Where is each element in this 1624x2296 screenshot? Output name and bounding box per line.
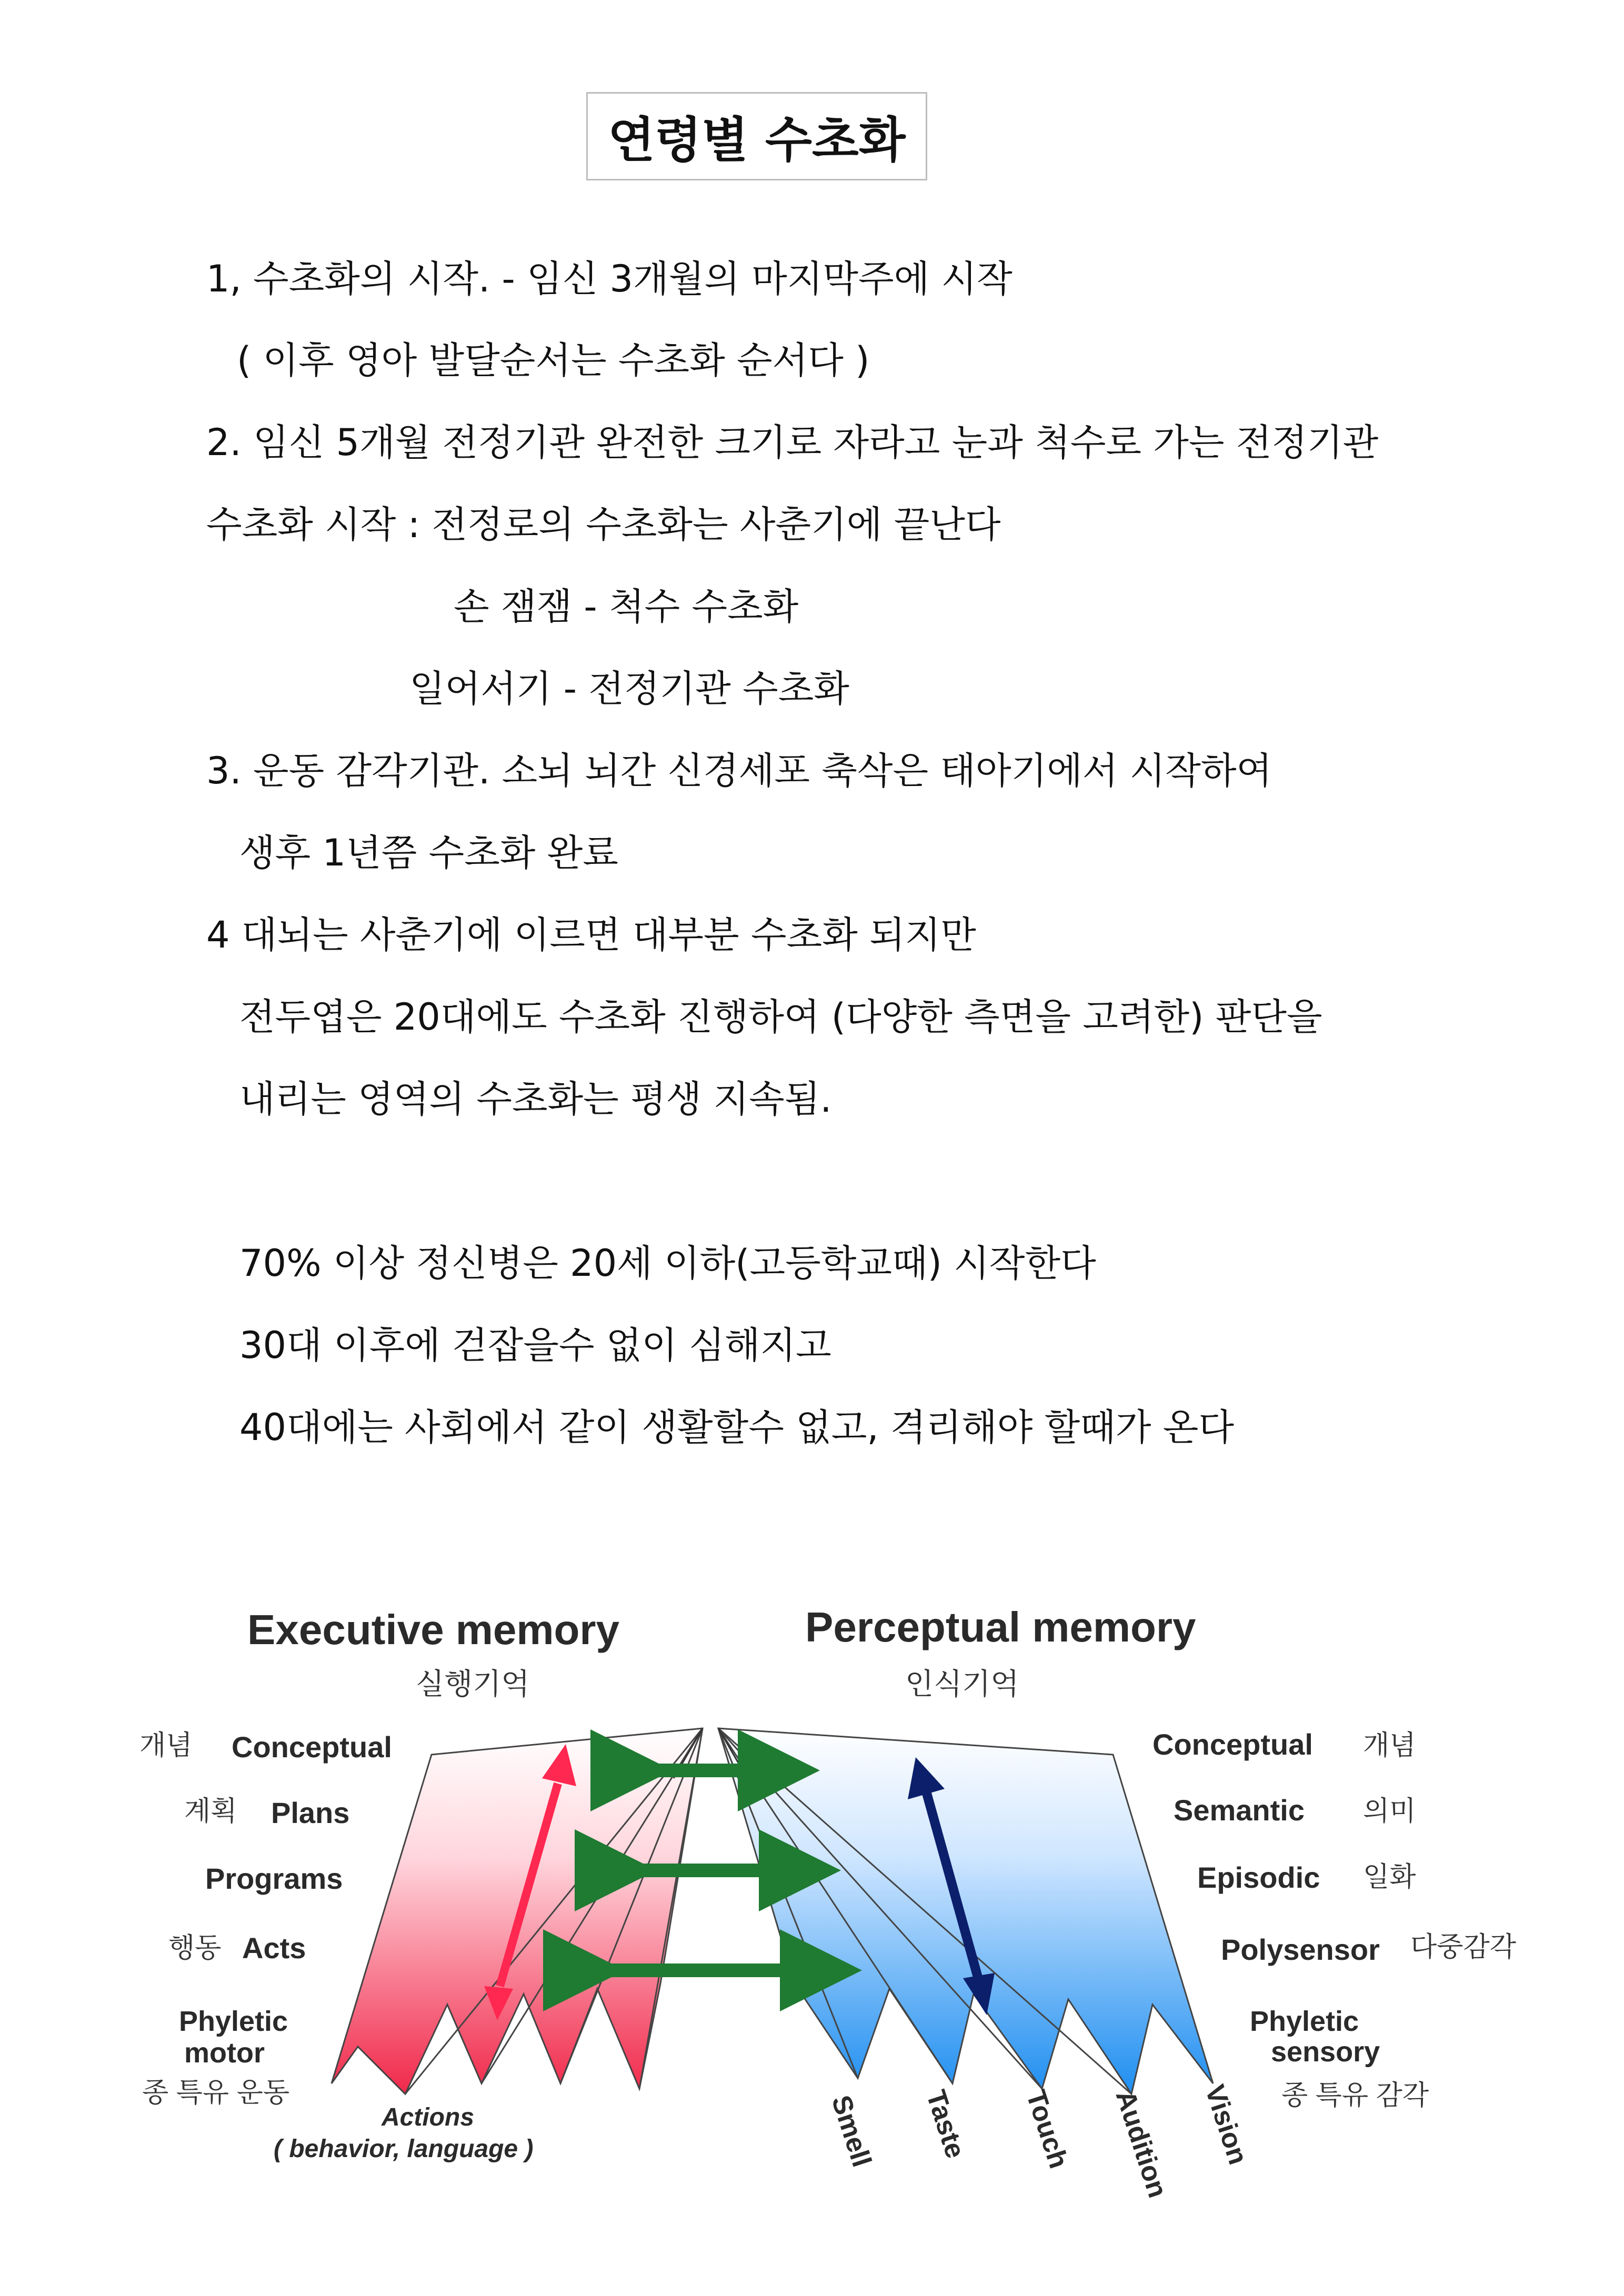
body-line-14: 40대에는 사회에서 같이 생활할수 없고, 격리해야 할때가 온다	[239, 1406, 1234, 1449]
body-line-7: 3. 운동 감각기관. 소뇌 뇌간 신경세포 축삭은 태아기에서 시작하여	[206, 749, 1272, 792]
body-line-8: 생후 1년쯤 수초화 완료	[239, 831, 618, 874]
left-label-conceptual-kr: 개념	[139, 1730, 193, 1761]
right-label-sensory: sensory	[1271, 2036, 1380, 2068]
executive-memory-title-kr: 실행기억	[416, 1667, 530, 1700]
sense-label-touch: Touch	[1020, 2086, 1074, 2172]
executive-memory-title: Executive memory	[247, 1606, 620, 1653]
body-line-10: 전두엽은 20대에도 수초화 진행하여 (다양한 측면을 고려한) 판단을	[239, 995, 1322, 1039]
sense-label-taste: Taste	[920, 2086, 971, 2162]
body-line-13: 30대 이후에 걷잡을수 없이 심해지고	[239, 1324, 831, 1367]
right-label-semantic: Semantic	[1174, 1794, 1305, 1827]
right-label-polysensor: Polysensor	[1221, 1933, 1380, 1966]
left-label-plans: Plans	[271, 1796, 350, 1829]
right-label-semantic-kr: 의미	[1363, 1796, 1416, 1827]
sense-label-smell: Smell	[825, 2091, 877, 2171]
left-label-acts-kr: 행동	[168, 1933, 222, 1963]
actions-sub-label: ( behavior, language )	[274, 2135, 534, 2163]
right-label-episodic: Episodic	[1197, 1861, 1320, 1894]
body-line-4: 수초화 시작 : 전정로의 수초화는 사춘기에 끝난다	[206, 503, 1001, 546]
perceptual-memory-title-kr: 인식기억	[905, 1667, 1019, 1700]
right-label-conceptual: Conceptual	[1152, 1728, 1313, 1761]
memory-diagram-svg	[84, 1557, 1537, 2220]
sense-label-audition: Audition	[1109, 2086, 1173, 2202]
left-label-motor: motor	[184, 2037, 265, 2069]
body-line-5: 손 잼잼 - 척수 수초화	[454, 585, 799, 628]
left-label-acts: Acts	[242, 1931, 306, 1965]
right-label-phyletic: Phyletic	[1250, 2006, 1359, 2037]
perceptual-fan	[718, 1728, 1213, 2094]
memory-diagram	[84, 1557, 1537, 2220]
actions-label: Actions	[382, 2103, 475, 2131]
perceptual-memory-title: Perceptual memory	[805, 1604, 1196, 1650]
left-label-phyletic-motor-kr: 종 특유 운동	[142, 2078, 290, 2108]
right-label-episodic-kr: 일화	[1363, 1862, 1416, 1892]
left-label-conceptual: Conceptual	[232, 1730, 392, 1764]
body-line-11: 내리는 영역의 수초화는 평생 지속됨.	[239, 1077, 832, 1121]
body-line-9: 4 대뇌는 사춘기에 이르면 대부분 수초화 되지만	[206, 913, 976, 956]
body-line-6: 일어서기 - 전정기관 수초화	[409, 667, 849, 710]
body-line-3: 2. 임신 5개월 전정기관 완전한 크기로 자라고 눈과 척수로 가는 전정기관	[206, 421, 1379, 464]
body-line-2: ( 이후 영아 발달순서는 수초화 순서다 )	[237, 339, 870, 382]
page-title: 연령별 수초화	[586, 92, 927, 180]
right-label-conceptual-kr: 개념	[1363, 1730, 1416, 1761]
right-label-phyletic-sensory-kr: 종 특유 감각	[1281, 2080, 1429, 2111]
left-label-plans-kr: 계획	[184, 1796, 237, 1827]
sense-label-vision: Vision	[1199, 2081, 1254, 2169]
body-line-1: 1, 수초화의 시작. - 임신 3개월의 마지막주에 시작	[206, 257, 1013, 300]
left-label-programs: Programs	[205, 1862, 343, 1895]
left-label-phyletic: Phyletic	[179, 2006, 288, 2037]
body-line-12: 70% 이상 정신병은 20세 이하(고등학교때) 시작한다	[239, 1242, 1096, 1285]
right-label-polysensor-kr: 다중감각	[1410, 1932, 1516, 1962]
